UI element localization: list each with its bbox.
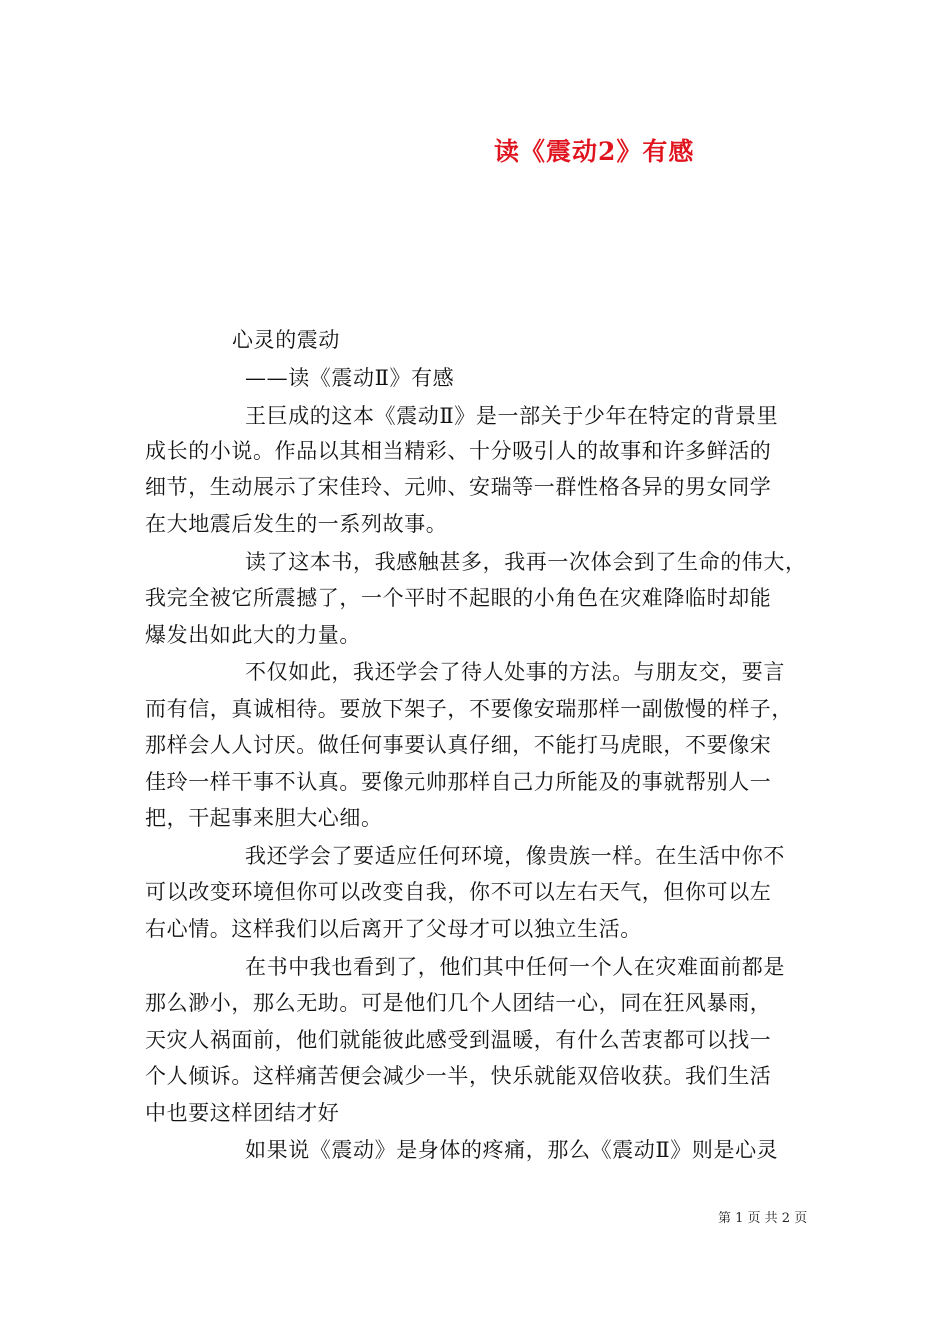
paragraph-line: 中也要这样团结才好 [145, 1101, 340, 1125]
paragraph-line: 在大地震后发生的一系列故事。 [145, 512, 448, 536]
paragraph-line: 读了这本书，我感触甚多，我再一次体会到了生命的伟大， [245, 550, 807, 574]
paragraph-line: 那么渺小，那么无助。可是他们几个人团结一心，同在狂风暴雨， [145, 991, 772, 1015]
paragraph-line: 那样会人人讨厌。做任何事要认真仔细，不能打马虎眼，不要像宋 [145, 733, 772, 757]
paragraph-line: 如果说《震动》是身体的疼痛，那么《震动Ⅱ》则是心灵 [245, 1138, 779, 1162]
paragraph-line: 细节，生动展示了宋佳玲、元帅、安瑞等一群性格各异的男女同学 [145, 475, 772, 499]
paragraph-line: 爆发出如此大的力量。 [145, 623, 361, 647]
paragraph-line: 个人倾诉。这样痛苦便会减少一半，快乐就能双倍收获。我们生活 [145, 1064, 772, 1088]
paragraph-line: 成长的小说。作品以其相当精彩、十分吸引人的故事和许多鲜活的 [145, 439, 772, 463]
page-number: 第 1 页 共 2 页 [718, 1211, 808, 1226]
paragraph-line: 可以改变环境但你可以改变自我，你不可以左右天气，但你可以左 [145, 880, 772, 904]
essay-subheading: ——读《震动Ⅱ》有感 [245, 366, 455, 390]
paragraph-line: 佳玲一样干事不认真。要像元帅那样自己力所能及的事就帮别人一 [145, 770, 772, 794]
paragraph-line: 天灾人祸面前，他们就能彼此感受到温暖，有什么苦衷都可以找一 [145, 1028, 772, 1052]
paragraph-line: 右心情。这样我们以后离开了父母才可以独立生活。 [145, 917, 642, 941]
paragraph-line: 在书中我也看到了，他们其中任何一个人在灾难面前都是 [245, 955, 785, 979]
paragraph-line: 王巨成的这本《震动Ⅱ》是一部关于少年在特定的背景里 [245, 404, 779, 428]
essay-heading: 心灵的震动 [232, 328, 340, 352]
paragraph-line: 不仅如此，我还学会了待人处事的方法。与朋友交，要言 [245, 660, 785, 684]
paragraph-line: 我还学会了要适应任何环境，像贵族一样。在生活中你不 [245, 844, 785, 868]
paragraph-line: 而有信，真诚相待。要放下架子，不要像安瑞那样一副傲慢的样子， [145, 697, 793, 721]
paragraph-line: 把，干起事来胆大心细。 [145, 806, 383, 830]
paragraph-line: 我完全被它所震撼了，一个平时不起眼的小角色在灾难降临时却能 [145, 586, 772, 610]
page-title: 读《震动2》有感 [494, 137, 695, 166]
